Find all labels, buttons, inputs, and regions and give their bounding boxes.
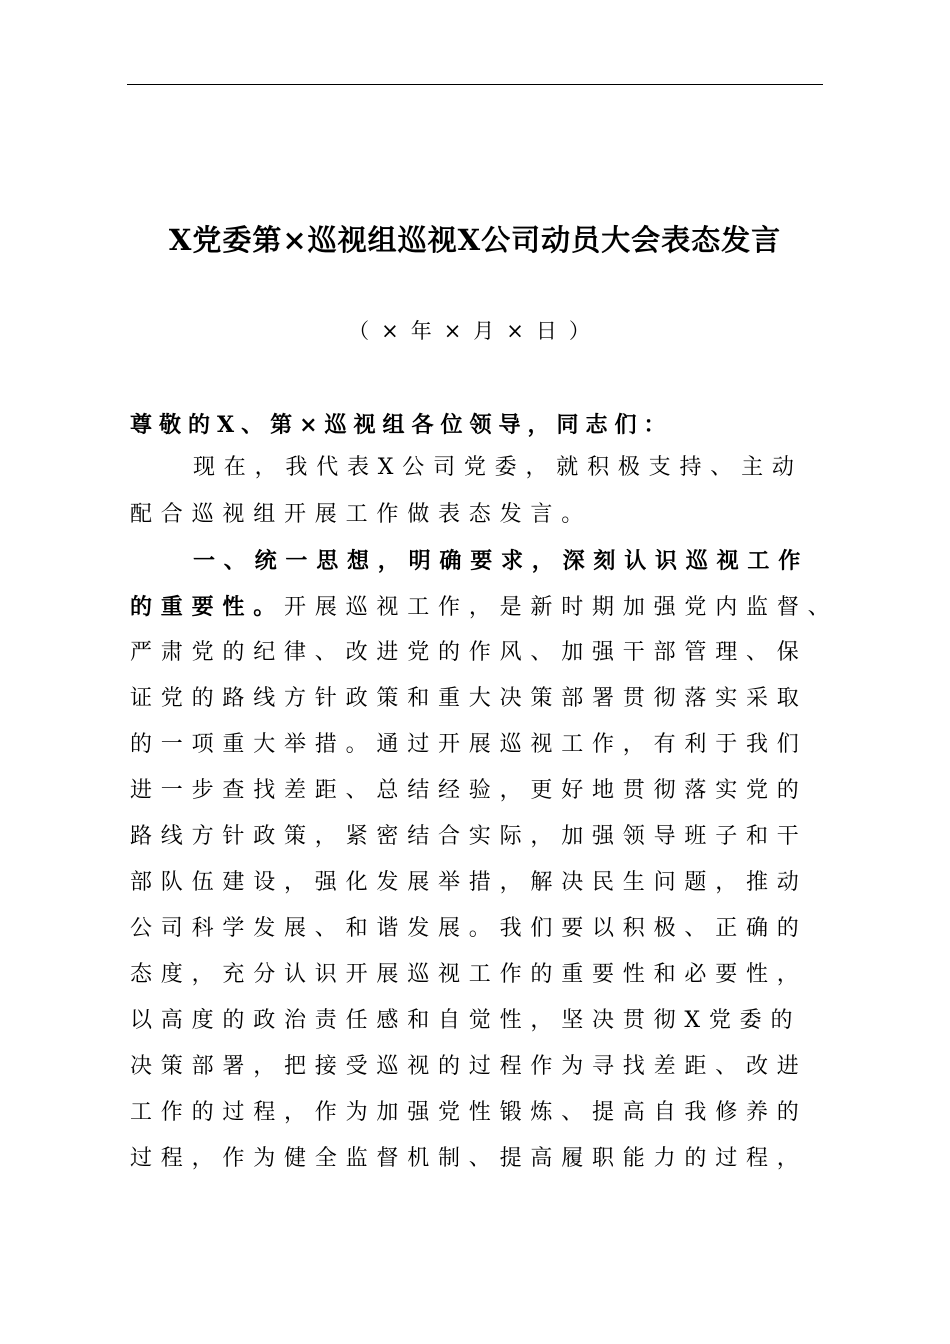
body-line: 部队伍建设，强化发展举措，解决民生问题，推动 bbox=[130, 870, 808, 895]
section-1-line-1 bbox=[130, 592, 839, 623]
paragraph-1-line-2: 配合巡视组开展工作做表态发言。 bbox=[130, 502, 593, 527]
body-line: 工作的过程，作为加强党性锻炼、提高自我修养的 bbox=[130, 1100, 808, 1125]
body-line: 路线方针政策，紧密结合实际，加强领导班子和干 bbox=[130, 824, 808, 849]
body-line: 进一步查找差距、总结经验，更好地贯彻落实党的 bbox=[130, 778, 808, 803]
section-1-body-first: 开展巡视工作，是新时期加强党内监督、 bbox=[284, 595, 839, 620]
section-1-heading: 一、统一思想，明确要求，深刻认识巡视工作 bbox=[193, 548, 810, 574]
salutation: 尊敬的X、第×巡视组各位领导，同志们： bbox=[130, 412, 673, 438]
body-line: 态度，充分认识开展巡视工作的重要性和必要性， bbox=[130, 962, 808, 987]
body-line: 公司科学发展、和谐发展。我们要以积极、正确的 bbox=[130, 916, 808, 941]
paragraph-1-line-1: 现在，我代表X公司党委，就积极支持、主动 bbox=[193, 455, 803, 480]
body-line: 证党的路线方针政策和重大决策部署贯彻落实采取 bbox=[130, 686, 808, 711]
section-1-heading-tail: 的重要性。 bbox=[130, 594, 285, 620]
body-line: 以高度的政治责任感和自觉性，坚决贯彻X党委的 bbox=[130, 1008, 802, 1033]
body-line: 决策部署，把接受巡视的过程作为寻找差距、改进 bbox=[130, 1054, 808, 1079]
body-line: 严肃党的纪律、改进党的作风、加强干部管理、保 bbox=[130, 640, 808, 665]
document-date: （×年×月×日） bbox=[348, 319, 602, 343]
document-title: X党委第×巡视组巡视X公司动员大会表态发言 bbox=[168, 223, 782, 257]
header-rule bbox=[127, 84, 823, 85]
body-line: 过程，作为健全监督机制、提高履职能力的过程， bbox=[130, 1146, 808, 1171]
body-line: 的一项重大举措。通过开展巡视工作，有利于我们 bbox=[130, 732, 808, 757]
